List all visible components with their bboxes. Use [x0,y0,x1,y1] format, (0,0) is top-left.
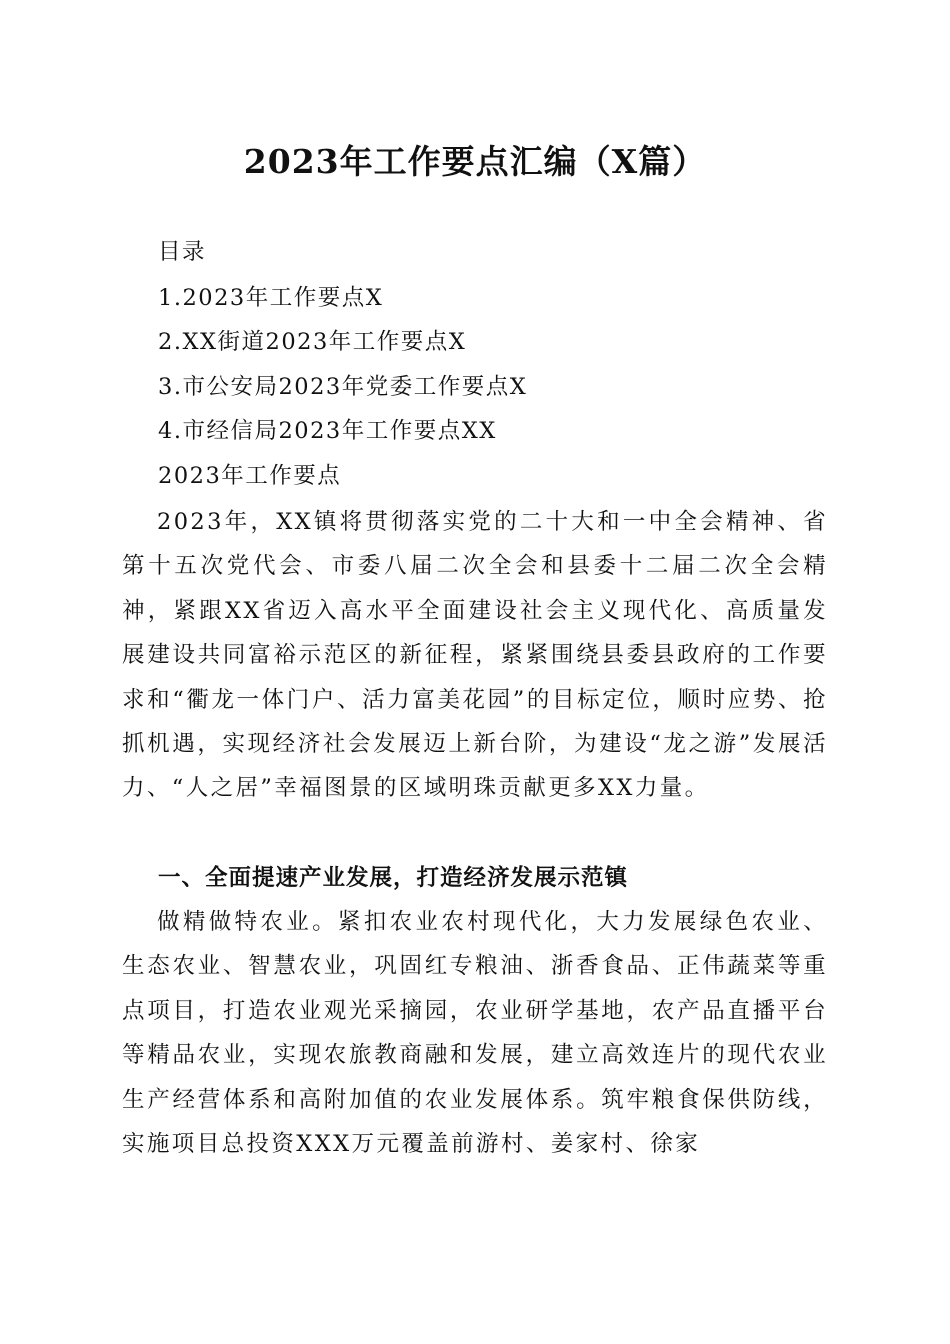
toc-heading: 目录 [158,239,207,265]
document-title: 2023年工作要点汇编（X篇） [243,142,707,181]
toc-item: 2.XX街道2023年工作要点X [158,329,467,355]
body-paragraph: 做精做特农业。紧扣农业农村现代化，大力发展绿色农业、生态农业、智慧农业，巩固红专粮油、浙香食品、正伟蔬菜等重点项目，打造农业观光采摘园，农业研学基地，农产品直播平台等精品农业，实现农旅教商融和发展，建立高效连片的现代农业生产经营体系和高附加值的农业发展体系。筑牢粮食保供防线，实施项目总投资XXX万元覆盖前游村、姜家村、徐家 [122,909,828,1158]
toc-item: 3.市公安局2023年党委工作要点X [158,374,528,400]
toc-item: 4.市经信局2023年工作要点XX [158,418,497,444]
intro-paragraph: 2023年，XX镇将贯彻落实党的二十大和一中全会精神、省第十五次党代会、市委八届二次全会和县委十二届二次全会精神，紧跟XX省迈入高水平全面建设社会主义现代化、高质量发展建设共同富裕示范区的新征程，紧紧围绕县委县政府的工作要求和“衢龙一体门户、活力富美花园”的目标定位，顺时应势、抢抓机遇，实现经济社会发展迈上新台阶，为建设“龙之游”发展活力、“人之居”幸福图景的区域明珠贡献更多XX力量。 [122,509,828,802]
section-title: 2023年工作要点 [158,463,342,489]
section-heading: 一、全面提速产业发展，打造经济发展示范镇 [158,865,629,891]
toc-item: 1.2023年工作要点X [158,285,384,311]
